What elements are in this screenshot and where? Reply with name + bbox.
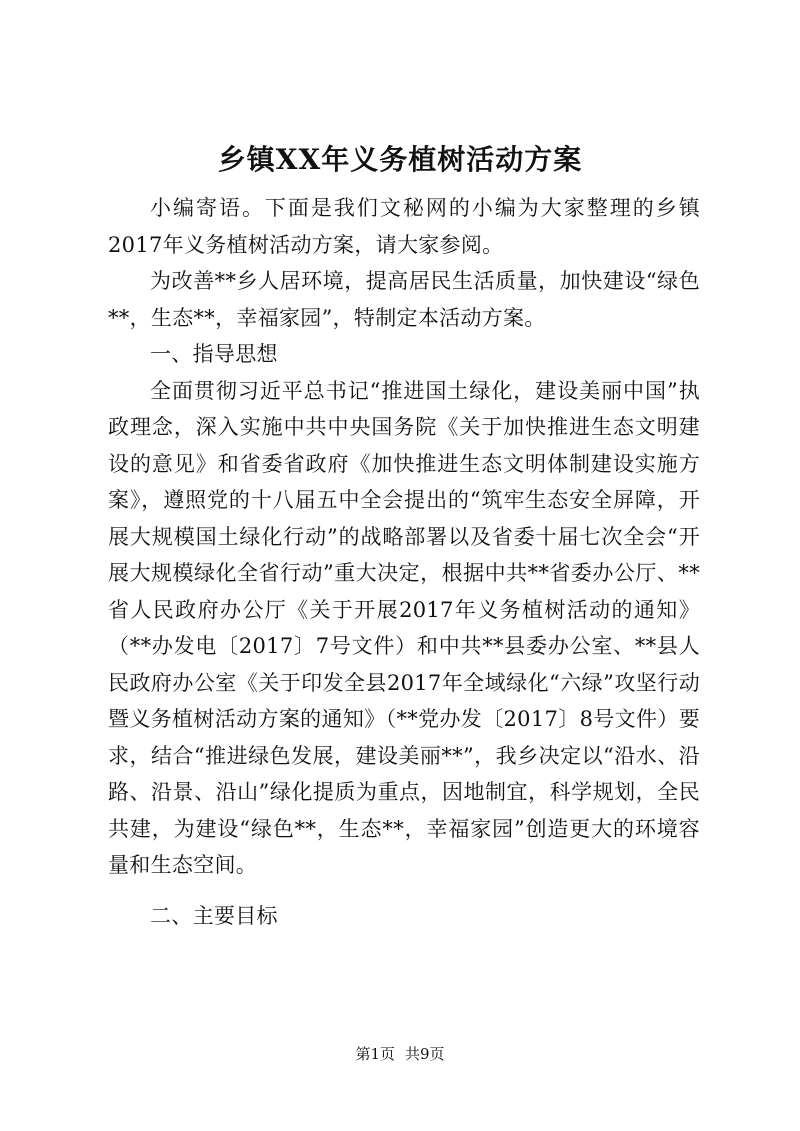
page-footer bbox=[0, 1044, 800, 1064]
guiding-ideology-paragraph: 全面贯彻习近平总书记“推进国土绿化，建设美丽中国”执政理念，深入实施中共中央国务院《关于加快推进生态文明建设的意见》和省委省政府《加快推进生态文明体制建设实施方案》，遵照党的十八届五中全会提出的“筑牢生态安全屏障，开展大规模国土绿化行动”的战略部署以及省委十届七次全会“开展大规模绿化全省行动”重大决定，根据中共**省委办公厅、**省人民政府办公厅《关于开展2017年义务植树活动的通知》（**办发电〔2017〕7号文件）和中共**县委办公室、**县人民政府办公室《关于印发全县2017年全域绿化“六绿”攻坚行动暨义务植树活动方案的通知》（**党办发〔2017〕8号文件）要求，结合“推进绿色发展，建设美丽**”，我乡决定以“沿水、沿路、沿景、沿山”绿化提质为重点，因地制宜，科学规划，全民共建，为建设“绿色**，生态**，幸福家园”创造更大的环境容量和生态空间。 bbox=[108, 378, 700, 877]
intro-paragraph: 小编寄语。下面是我们文秘网的小编为大家整理的乡镇2017年义务植树活动方案，请大家参阅。 bbox=[108, 196, 700, 257]
page-total: 共9页 bbox=[405, 1045, 445, 1063]
document-body bbox=[108, 190, 700, 934]
section-heading-main-goals: 二、主要目标 bbox=[150, 903, 278, 928]
purpose-paragraph: 为改善**乡人居环境，提高居民生活质量，加快建设“绿色**，生态**，幸福家园”，特制定本活动方案。 bbox=[108, 269, 700, 330]
page-number: 第1页 bbox=[355, 1045, 395, 1063]
document-title: 乡镇XX年义务植树活动方案 bbox=[217, 143, 583, 176]
section-heading-guiding-ideology: 一、指导思想 bbox=[150, 342, 278, 366]
